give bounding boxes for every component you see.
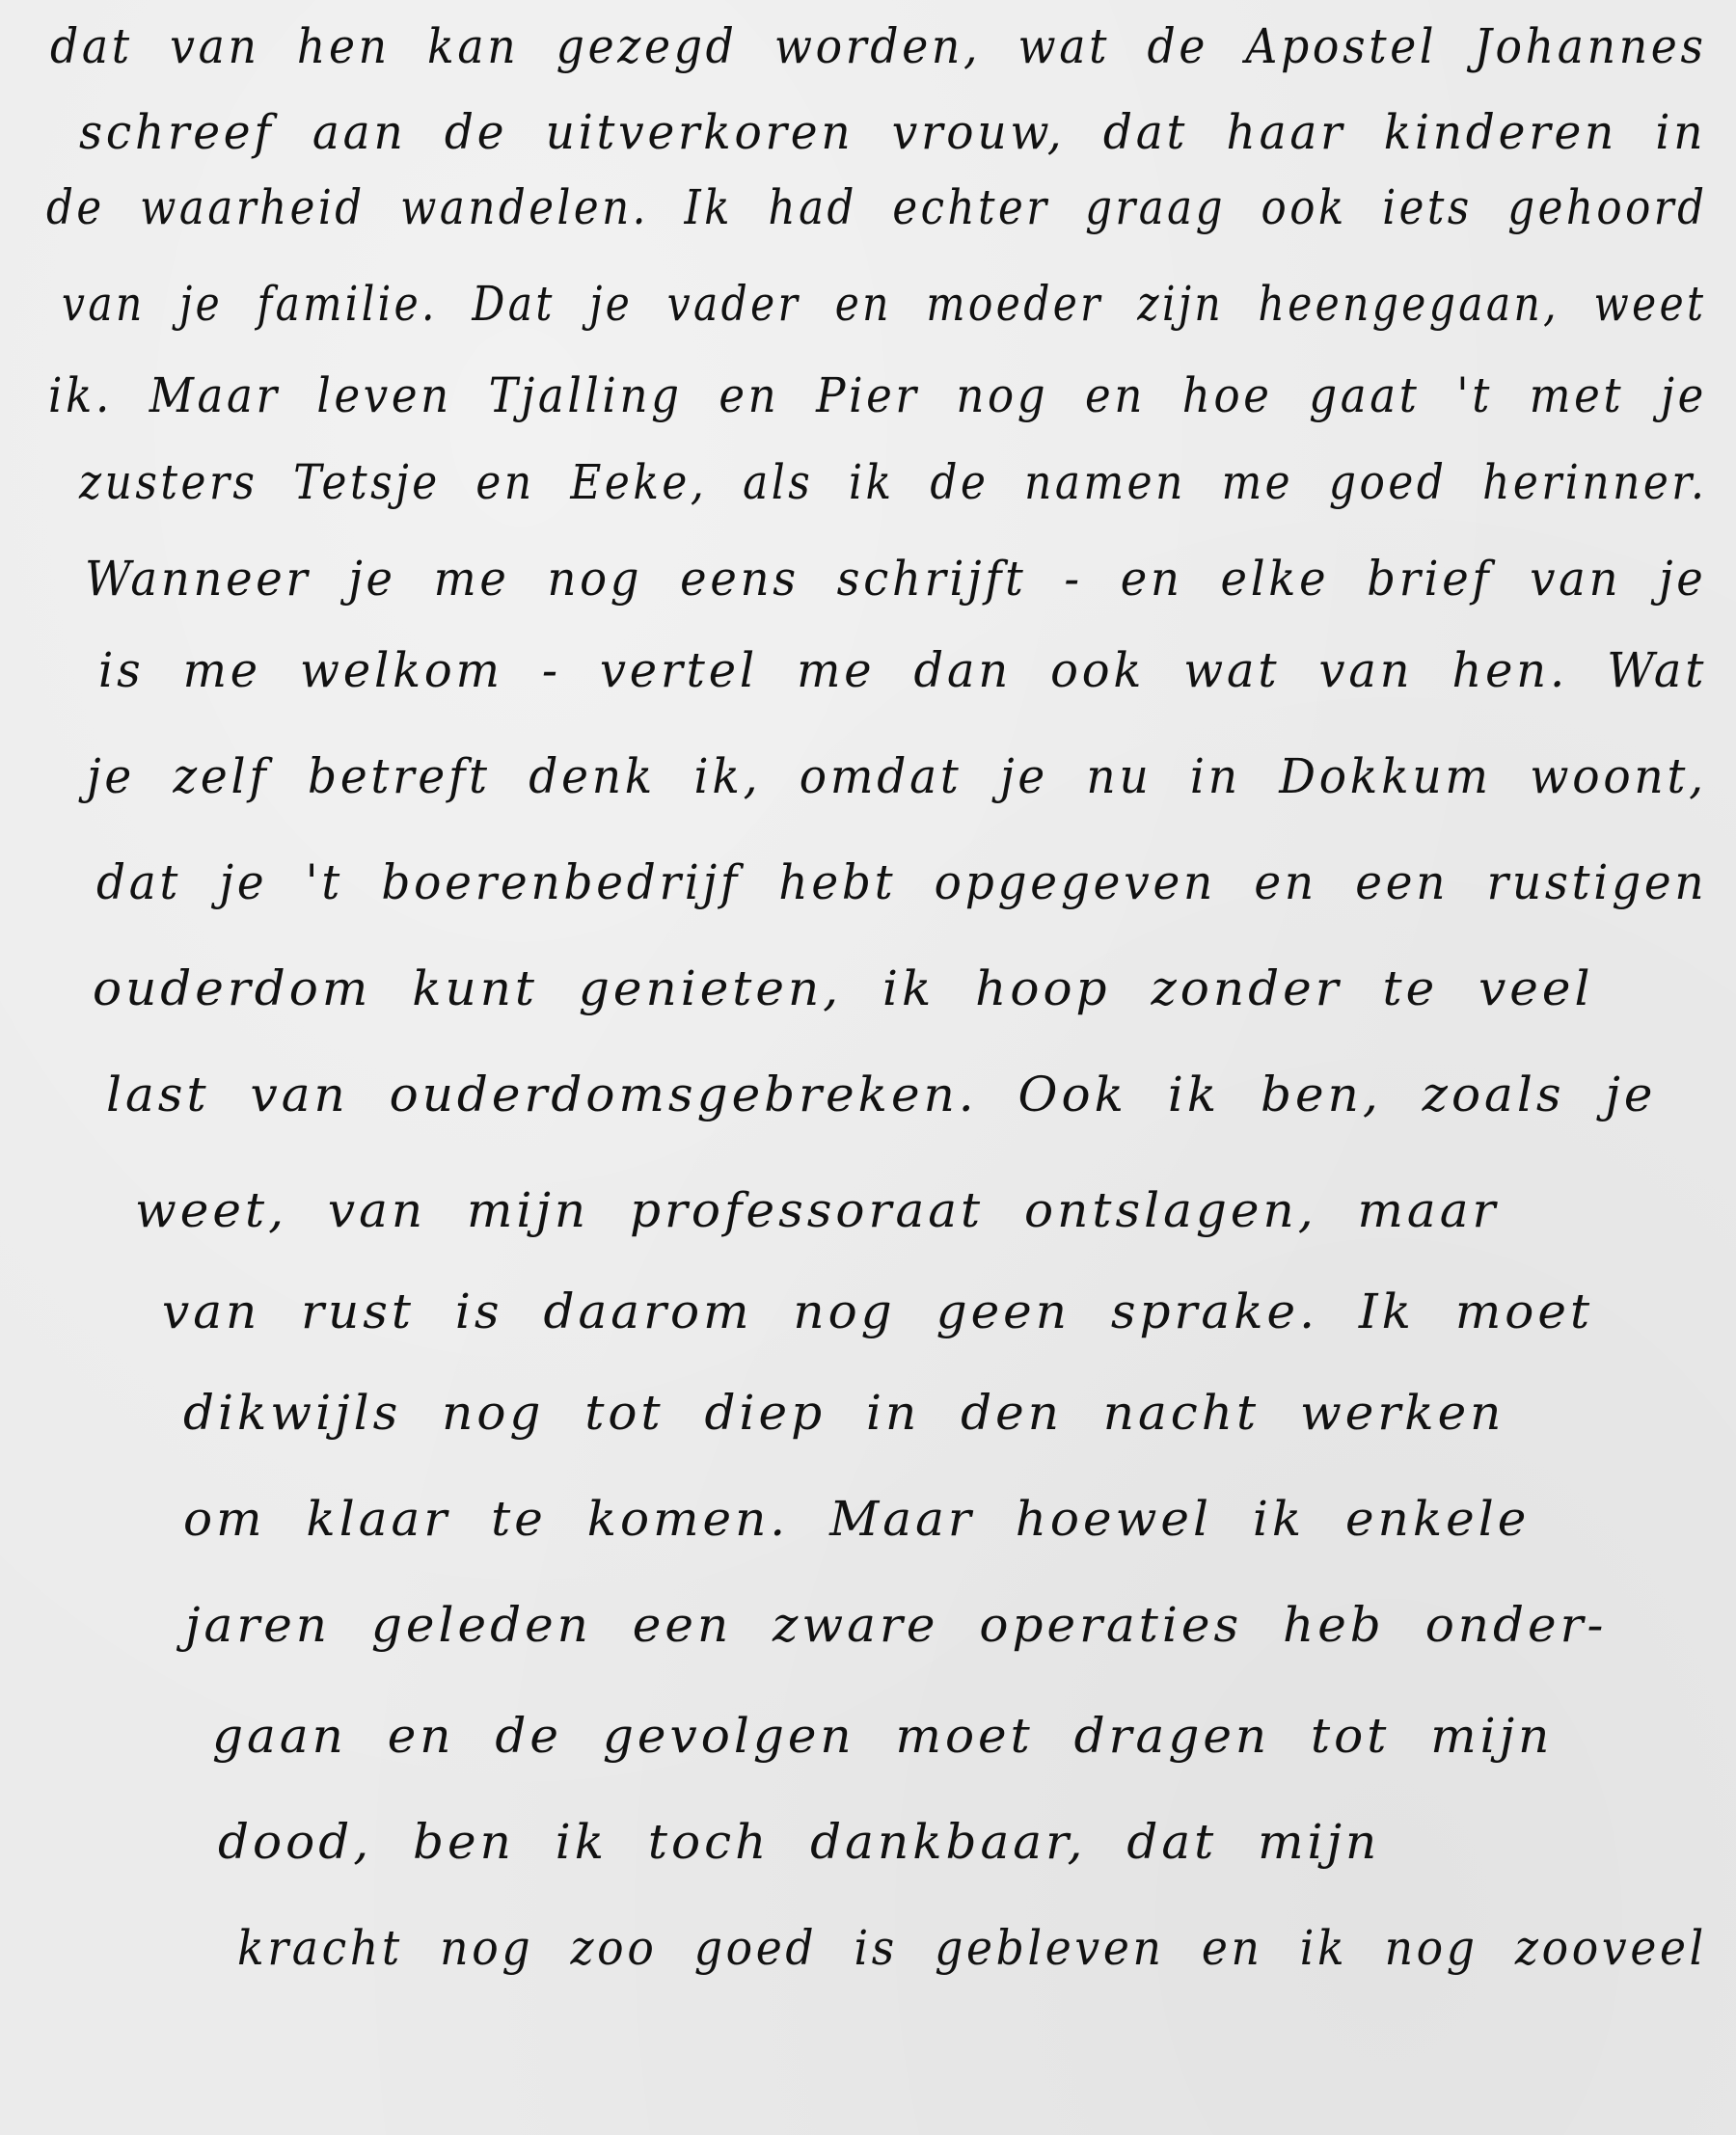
letter-line: kracht nog zoo goed is gebleven en ik nog zooveel — [237, 1920, 1707, 1976]
letter-line: van je familie. Dat je vader en moeder zijn heengegaan, weet — [62, 276, 1707, 332]
letter-line: dikwijls nog tot diep in den nacht werken — [183, 1385, 1505, 1441]
letter-line: ik. Maar leven Tjalling en Pier nog en hoe gaat 't met je — [48, 367, 1707, 423]
letter-line: van rust is daarom nog geen sprake. Ik moet — [162, 1284, 1594, 1339]
letter-line: last van ouderdomsgebreken. Ook ik ben, zoals je — [106, 1067, 1657, 1122]
letter-line: je zelf betreft denk ik, omdat je nu in Dokkum woont, — [87, 748, 1707, 804]
letter-line: om klaar te komen. Maar hoewel ik enkele — [183, 1491, 1531, 1547]
letter-line: gaan en de gevolgen moet dragen tot mijn — [212, 1708, 1554, 1764]
letter-line: ouderdom kunt genieten, ik hoop zonder te veel — [93, 960, 1594, 1016]
letter-line: zusters Tetsje en Eeke, als ik de namen me goed herinner. — [79, 454, 1708, 510]
letter-line: jaren geleden een zware operaties heb onder- — [185, 1597, 1608, 1653]
letter-line: dood, ben ik toch dankbaar, dat mijn — [218, 1814, 1381, 1870]
letter-line: schreef aan de uitverkoren vrouw, dat haar kinderen in — [79, 104, 1707, 160]
letter-line: is me welkom - vertel me dan ook wat van hen. Wat — [98, 642, 1708, 698]
letter-line: de waarheid wandelen. Ik had echter graag ook iets gehoord — [46, 179, 1708, 235]
letter-line: Wanneer je me nog eens schrijft - en elke brief van je — [85, 551, 1707, 607]
letter-line: weet, van mijn professoraat ontslagen, maar — [135, 1182, 1500, 1238]
letter-line: dat van hen kan gezegd worden, wat de Apostel Johannes — [50, 18, 1707, 74]
letter-line: dat je 't boerenbedrijf hebt opgegeven en een rustigen — [96, 854, 1708, 910]
